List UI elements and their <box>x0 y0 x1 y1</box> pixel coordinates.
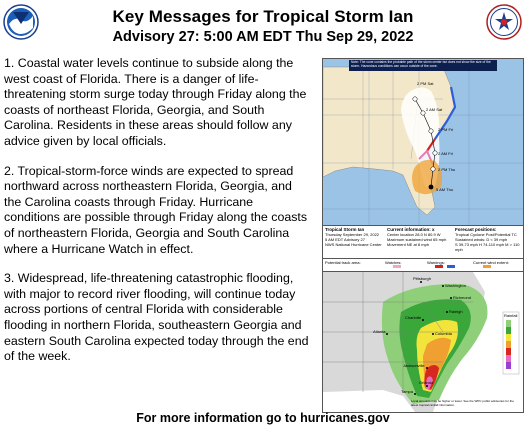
storm-advisory: 5 AM EDT Advisory 27 <box>325 237 365 242</box>
watch-swatch <box>393 265 401 268</box>
position-label: 2 PM Thu <box>438 167 456 172</box>
legend-watches: Watches: <box>385 260 402 265</box>
nws-logo-icon <box>486 4 522 40</box>
cone-note: Note: The cone contains the probable path of the storm center but does not show the size of the storm. Hazardous conditions can occur outside of the cone. <box>351 60 491 68</box>
legend-track-area: Potential track area: <box>325 260 361 265</box>
storm-center: NWS National Hurricane Center <box>325 242 382 247</box>
page-title: Key Messages for Tropical Storm Ian <box>112 7 414 26</box>
ts-warning-swatch <box>447 265 455 268</box>
header <box>0 0 526 50</box>
position-label: 2 PM Sat <box>417 81 434 86</box>
city-label: Washington <box>445 283 466 288</box>
city-label: Raleigh <box>449 309 463 314</box>
advisory-subtitle: Advisory 27: 5:00 AM EDT Thu Sep 29, 2022 <box>112 29 414 45</box>
wind-extent-swatch <box>483 265 491 268</box>
city-label: Richmond <box>453 295 472 300</box>
current-info-label: Current information: x <box>387 227 435 232</box>
key-message-1: 1. Coastal water levels continue to subside along the west coast of Florida. There is a danger of life-threatening storm surge today through Friday along the coasts of northeast Florida, Georgia, and South Carolina. Residents in these areas should follow any advice given by local officials. <box>4 56 307 148</box>
position-label: 2 AM Sat <box>426 107 443 112</box>
city-label: Atlanta <box>373 329 386 334</box>
city-label: Pittsburgh <box>413 276 432 281</box>
map-legend <box>322 258 524 272</box>
legend-wind-extent: Current wind extent: <box>473 260 509 265</box>
current-center: Center location 28.0 N 80.9 W <box>387 232 441 237</box>
current-wind: Maximum sustained wind 65 mph <box>387 237 447 242</box>
current-movement: Movement NE at 8 mph <box>387 242 430 247</box>
rainfall-map <box>322 271 524 413</box>
key-message-3: 3. Widespread, life-threatening catastrophic flooding, with major to record river flooding, will continue today across portions of central Florida with considerable flooding in northern Florida, southeastern Georgia and eastern South Carolina expected today through the end of the week. <box>4 271 309 364</box>
forecast-cone-map <box>322 58 524 226</box>
storm-time: Thursday September 29, 2022 <box>325 232 380 237</box>
rain-legend-title: Rainfall <box>504 313 518 318</box>
key-message-2: 2. Tropical-storm-force winds are expected to spread northward across northeastern Florida, Georgia, and the Carolina coasts through Friday. Hurricane conditions are possible through Friday along the coasts of northeastern Florida, Georgia and South Carolina where a Hurricane Watch in effect. <box>4 163 308 256</box>
footer-link-text: For more information go to hurricanes.gov <box>136 411 390 425</box>
forecast-items: Tropical Cyclone Post/Potential TC <box>455 232 517 237</box>
city-label: Charlotte <box>405 315 422 320</box>
position-label: 2 AM Fri <box>438 151 453 156</box>
forecast-winds-2: S 39-73 mph H 74-110 mph M > 110 mph <box>455 242 520 252</box>
legend-warnings: Warnings: <box>427 260 445 265</box>
hurricane-warning-swatch <box>435 265 443 268</box>
rain-footer-note: Local amounts may be higher or lower. See the WPC public advisories for the latest tropical rainfall information. <box>411 399 514 407</box>
position-label: 2 PM Fri <box>438 127 454 132</box>
city-label: Jacksonville <box>403 363 425 368</box>
noaa-logo-icon <box>3 4 39 40</box>
city-label: Columbia <box>435 331 452 336</box>
forecast-winds: Sustained winds: D < 39 mph <box>455 237 508 242</box>
city-label: Orlando <box>419 380 434 385</box>
position-label: 5 AM Thu <box>436 187 454 192</box>
key-messages <box>4 56 312 379</box>
storm-label: Tropical Storm Ian <box>325 227 365 232</box>
forecast-label: Forecast positions: <box>455 227 497 232</box>
storm-info-panel <box>322 225 524 259</box>
city-label: Tampa <box>401 389 414 394</box>
